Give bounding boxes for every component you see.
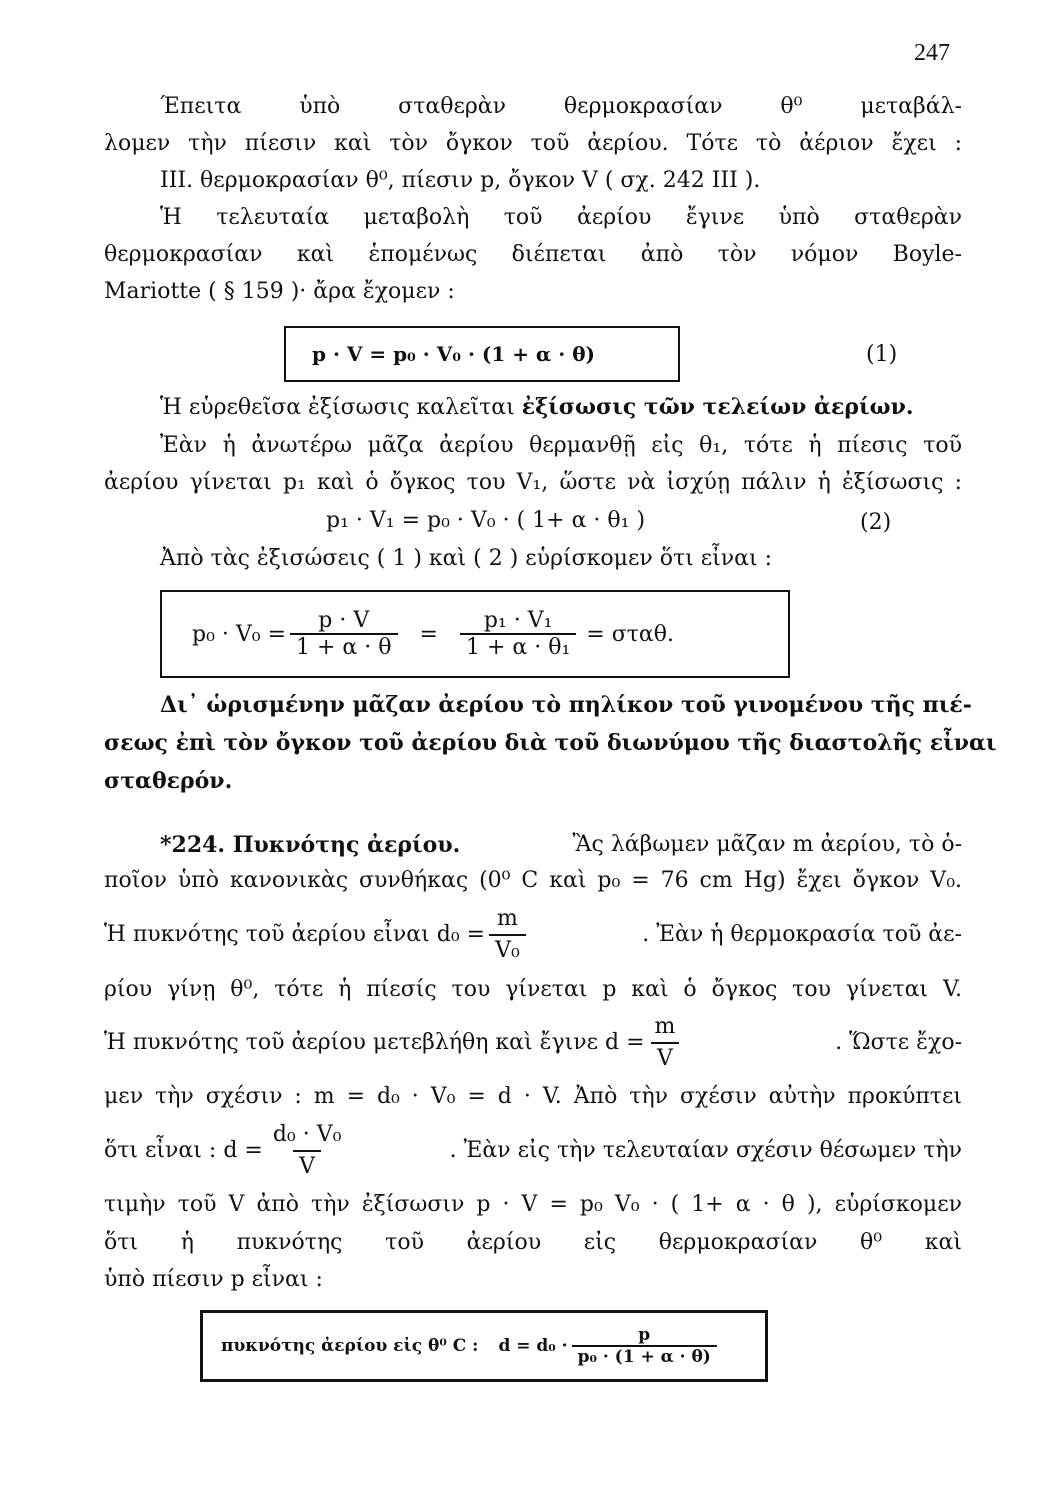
text-line: Mariotte ( § 159 )· ἄρα ἔχομεν : [104,279,455,304]
fraction-d0 [489,904,526,966]
final-fraction [572,1325,717,1367]
text-line: ρίου γίνῃ θ⁰, τότε ἡ πίεσίς του γίνεται p καὶ ὁ ὄγκος του γίνεται V. [104,977,962,1002]
equation-1-number: (1) [866,342,898,367]
eq3-right: = σταθ. [586,621,674,647]
text-span: . Ἐὰν εἰς τὴν τελευταίαν σχέσιν θέσωμεν τὴν [449,1138,962,1163]
eq3-f2-denominator: 1 + α · θ₁ [460,633,576,660]
text-line: ἀερίου γίνεται p₁ καὶ ὁ ὄγκος του V₁, ὥστε νὰ ἰσχύῃ πάλιν ἡ ἐξίσωσις : [104,470,962,495]
fraction-numerator: p [638,1325,651,1345]
bold-statement-line: σεως ἐπὶ τὸν ὄγκον τοῦ ἀερίου διὰ τοῦ διωνύμου τῆς διαστολῆς εἶναι [104,730,997,756]
section-heading-line [160,830,962,860]
page-number: 247 [914,40,950,66]
fraction-numerator: d₀ · V₀ [272,1122,342,1147]
text-line-with-fraction [104,1012,962,1074]
eq3-f2-numerator: p₁ · V₁ [483,608,553,633]
fraction-denominator: V [651,1042,679,1074]
text-span: . Ἐὰν ἡ θερμοκρασία τοῦ ἀε- [642,922,962,947]
fraction-d [649,1012,682,1074]
fraction-denominator: V₀ [489,934,526,966]
equation-1: p · V = p₀ · V₀ · (1 + α · θ) [312,342,596,366]
text-span: ὅτι εἶναι : d = [104,1138,263,1163]
text-line [160,392,962,423]
equation-2-number: (2) [860,510,892,535]
fraction-denominator: V [293,1150,321,1182]
equation-1-box [284,326,680,382]
text-line-with-fraction [104,904,962,966]
equation-3-box [160,590,790,678]
text-span: Ἡ εὑρεθεῖσα ἐξίσωσις καλεῖται [160,395,522,420]
fraction-d-v [267,1120,348,1182]
final-label: πυκνότης ἀερίου εἰς θ⁰ C : [221,1336,479,1356]
text-line: ποῖον ὑπὸ κανονικὰς συνθήκας (0⁰ C καὶ p₀ = 76 cm Hg) ἔχει ὄγκον V₀. [104,868,962,893]
final-formula-box [200,1310,768,1382]
eq3-fraction-2 [460,608,576,660]
text-line: ὅτι ἡ πυκνότης τοῦ ἀερίου εἰς θερμοκρασίαν θ⁰ καὶ [104,1230,962,1255]
eq3-f1-numerator: p · V [318,608,370,633]
text-line: Ἡ τελευταία μεταβολὴ τοῦ ἀερίου ἔγινε ὑπὸ σταθερὰν [160,205,962,230]
eq3-fraction-1 [290,608,398,660]
text-span: Ἂς λάβωμεν μᾶζαν m ἀερίου, τὸ ὁ- [572,832,962,857]
eq3-f1-denominator: 1 + α · θ [290,633,398,660]
final-lhs: d = d₀ · [498,1336,568,1356]
fraction-denominator: p₀ · (1 + α · θ) [572,1345,717,1367]
section-heading: *224. Πυκνότης ἀερίου. [160,832,461,858]
text-line: III. θερμοκρασίαν θ⁰, πίεσιν p, ὄγκον V ( σχ. 242 III ). [160,168,761,193]
text-line: θερμοκρασίαν καὶ ἑπομένως διέπεται ἀπὸ τὸν νόμον Boyle- [104,242,962,267]
equation-2: p₁ · V₁ = p₀ · V₀ · ( 1+ α · θ₁ ) [326,508,646,533]
text-line: τιμὴν τοῦ V ἀπὸ τὴν ἐξίσωσιν p · V = p₀ V₀ · ( 1+ α · θ ), εὑρίσκομεν [104,1192,962,1217]
bold-statement-line: Δι᾽ ὡρισμένην μᾶζαν ἀερίου τὸ πηλίκον τοῦ γινομένου τῆς πιέ- [160,692,972,718]
eq3-equals: = [419,621,438,647]
text-span: . Ὥστε ἔχο- [835,1030,962,1055]
fraction-numerator: m [654,1014,676,1039]
emphasis-term: ἐξίσωσις τῶν τελείων ἀερίων. [521,394,914,420]
fraction-numerator: m [497,906,518,931]
bold-statement-line: σταθερόν. [104,768,233,794]
text-line-with-fraction [104,1120,962,1182]
text-span: Ἡ πυκνότης τοῦ ἀερίου εἶναι d₀ = [104,922,486,947]
text-line: ὑπὸ πίεσιν p εἶναι : [104,1267,323,1292]
text-line: Ἀπὸ τὰς ἐξισώσεις ( 1 ) καὶ ( 2 ) εὑρίσκομεν ὅτι εἶναι : [160,546,773,571]
eq3-left: p₀ · V₀ = [192,621,287,647]
text-line: Έπειτα ὑπὸ σταθερὰν θερμοκρασίαν θ⁰ μεταβάλ- [160,94,962,119]
text-line: μεν τὴν σχέσιν : m = d₀ · V₀ = d · V. Ἀπὸ τὴν σχέσιν αὐτὴν προκύπτει [104,1084,962,1109]
text-line: Ἐὰν ἡ ἀνωτέρω μᾶζα ἀερίου θερμανθῇ εἰς θ₁, τότε ἡ πίεσις τοῦ [160,433,962,458]
text-line: λομεν τὴν πίεσιν καὶ τὸν ὄγκον τοῦ ἀερίου. Τότε τὸ ἀέριον ἔχει : [104,131,962,156]
text-span: Ἡ πυκνότης τοῦ ἀερίου μετεβλήθη καὶ ἔγινε d = [104,1030,645,1055]
